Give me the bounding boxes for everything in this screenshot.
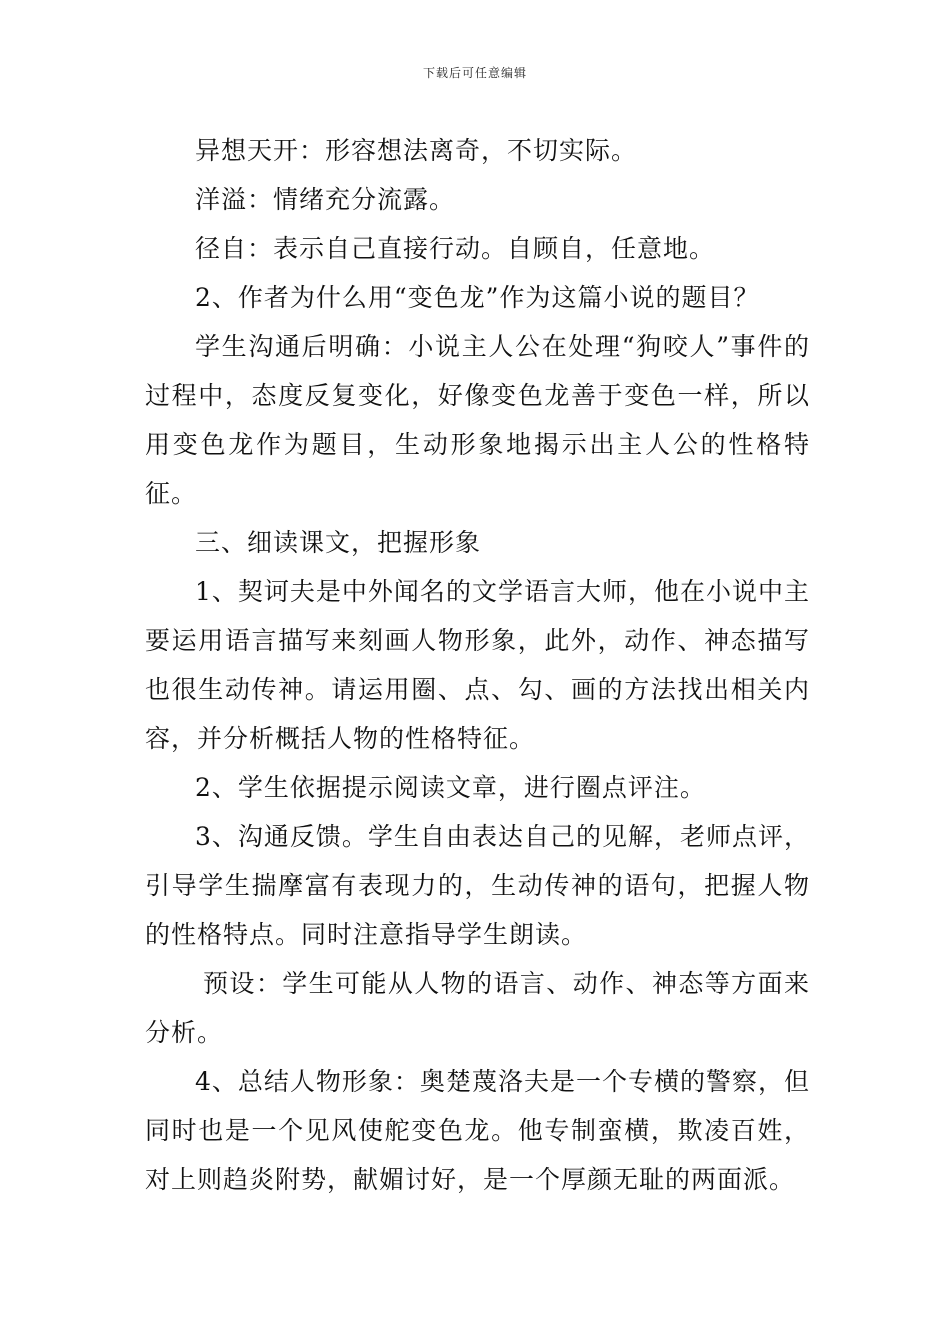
step-3: 3、沟通反馈。学生自由表达自己的见解，老师点评，引导学生揣摩富有表现力的，生动传神的语句，把握人物的性格特点。同时注意指导学生朗读。 <box>145 822 810 949</box>
student-answer: 学生沟通后明确：小说主人公在处理“狗咬人”事件的过程中，态度反复变化，好像变色龙善于变色一样，所以用变色龙作为题目，生动形象地揭示出主人公的性格特征。 <box>145 332 810 508</box>
preset-note: 预设：学生可能从人物的语言、动作、神态等方面来分析。 <box>145 969 810 1047</box>
section-heading-3: 三、细读课文，把握形象 <box>195 528 482 557</box>
step-2: 2、学生依据提示阅读文章，进行圈点评注。 <box>195 773 706 802</box>
step-4: 4、总结人物形象：奥楚蔑洛夫是一个专横的警察，但同时也是一个见风使舵变色龙。他专制蛮横，欺凌百姓，对上则趋炎附势，献媚讨好，是一个厚颜无耻的两面派。 <box>145 1067 810 1194</box>
definition-jingzi: 径自：表示自己直接行动。自顾自，任意地。 <box>195 234 716 263</box>
definition-yangyi: 洋溢：情绪充分流露。 <box>195 185 456 214</box>
page-header: 下载后可任意编辑 <box>422 66 527 80</box>
document-body <box>145 126 810 1204</box>
step-1: 1、契诃夫是中外闻名的文学语言大师，他在小说中主要运用语言描写来刻画人物形象，此外，动作、神态描写也很生动传神。请运用圈、点、勾、画的方法找出相关内容，并分析概括人物的性格特征。 <box>145 577 810 753</box>
question-2: 2、作者为什么用“变色龙”作为这篇小说的题目？ <box>195 283 760 312</box>
definition-yixiangtiankai: 异想天开：形容想法离奇，不切实际。 <box>195 136 638 165</box>
